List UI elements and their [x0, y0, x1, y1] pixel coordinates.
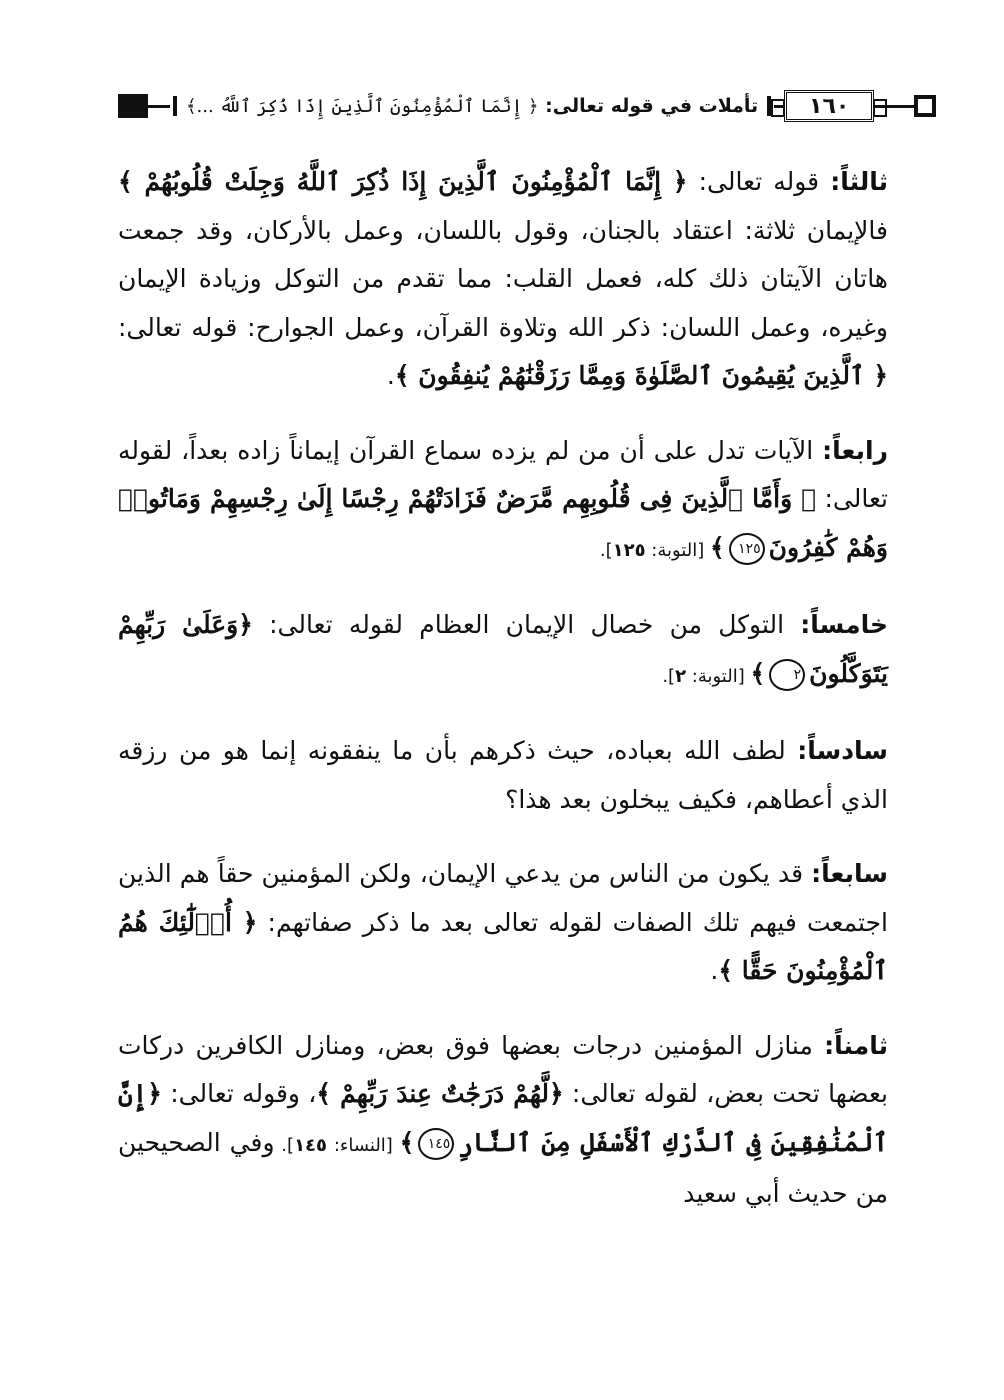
- verse-reference-number: ٢: [675, 665, 687, 687]
- paragraph-lead: خامساً:: [800, 610, 888, 639]
- ayah-number-icon: ٢: [769, 659, 805, 691]
- paragraph-sixth: [118, 727, 888, 824]
- paragraph-text: وفي الصحيحين من حديث أبي سعيد: [118, 1127, 888, 1208]
- verse-reference-close: ].: [662, 665, 676, 687]
- page-number: ١٦٠: [784, 90, 874, 122]
- header-rule: [148, 105, 170, 108]
- paragraph-third: [118, 158, 888, 401]
- verse-reference-number: ١٢٥: [612, 539, 646, 561]
- header-tick: [173, 96, 177, 116]
- paragraph-text: قد يكون من الناس من يدعي الإيمان، ولكن المؤمنين حقاً هم الذين اجتمعت فيهم تلك الصفات لقوله تعالى بعد ما ذكر صفاتهم:: [118, 859, 888, 937]
- quran-verse: ﴿ ٱلَّذِينَ يُقِيمُونَ ٱلصَّلَوٰةَ وَمِمَّا رَزَقْنَٰهُمْ يُنفِقُونَ ﴾: [394, 361, 888, 390]
- paragraph-seventh: [118, 850, 888, 996]
- verse-reference: [النساء:: [327, 1134, 400, 1156]
- quran-bracket: ﴾: [750, 658, 766, 688]
- running-title-verse: ﴿ إِنَّمَا ٱلْمُؤْمِنُونَ ٱلَّذِينَ إِذَا ذُكِرَ ٱللَّهُ ...﴾: [186, 96, 539, 117]
- verse-reference-number: ١٤٥: [294, 1134, 328, 1156]
- paragraph-text: .: [710, 956, 719, 985]
- paragraph-lead: ثامناً:: [824, 1030, 888, 1060]
- quran-verse: ﴿ وَأَمَّا ٱلَّذِينَ فِى قُلُوبِهِم مَّرَضٌ فَزَادَتْهُمْ رِجْسًا إِلَىٰ رِجْسِهِمْ وَمَاتُوا۟ وَهُمْ كَٰفِرُونَ: [118, 484, 888, 562]
- ayah-number-icon: ١٢٥: [729, 533, 765, 565]
- header-ornament-left-block: [118, 94, 148, 118]
- paragraph-text: فالإيمان ثلاثة: اعتقاد بالجنان، وقول باللسان، وعمل بالأركان، وقد جمعت هاتان الآيتان ذلك كله، فعمل القلب: مما تقدم من التوكل وزيادة الإيمان وغيره، وعمل اللسان: ذكر الله وتلاوة القرآن، وعمل الجوارح: قوله تعالى:: [118, 215, 888, 342]
- paragraph-fifth: [118, 601, 888, 701]
- paragraph-text: منازل المؤمنين درجات بعضها فوق بعض، ومنازل الكافرين دركات بعضها تحت بعض، لقوله تعالى:: [118, 1030, 888, 1108]
- quran-verse: ﴿إِنَّ ٱلْمُنَٰفِقِينَ فِى ٱلدَّرْكِ ٱلْأَسْفَلِ مِنَ ٱلنَّارِ: [118, 1079, 888, 1157]
- verse-reference-close: ].: [274, 1134, 295, 1156]
- paragraph-text: التوكل من خصال الإيمان العظام لقوله تعالى:: [252, 610, 801, 639]
- running-header: [118, 86, 888, 126]
- paragraph-text: .: [386, 361, 395, 390]
- paragraph-lead: سابعاً:: [811, 859, 888, 888]
- quran-verse: ﴿وَعَلَىٰ رَبِّهِمْ يَتَوَكَّلُونَ: [118, 610, 888, 688]
- quran-verse: ﴿لَّهُمْ دَرَجَٰتٌ عِندَ رَبِّهِمْ ﴾: [316, 1079, 564, 1108]
- paragraph-fourth: [118, 427, 888, 576]
- paragraph-eighth: [118, 1022, 888, 1219]
- verse-reference: [التوبة:: [645, 539, 710, 561]
- header-ornament-right-square: [914, 95, 936, 117]
- ayah-number-icon: ١٤٥: [418, 1128, 454, 1160]
- paragraph-lead: ثالثاً:: [830, 167, 888, 196]
- paragraph-text: لطف الله بعباده، حيث ذكرهم بأن ما ينفقونه إنما هو من رزقه الذي أعطاهم، فكيف يبخلون بعد هذا؟: [118, 736, 888, 814]
- paragraph-text: الآيات تدل على أن من لم يزده سماع القرآن إيماناً زاده بعداً، لقوله تعالى:: [118, 435, 888, 513]
- verse-reference: [التوبة:: [686, 665, 751, 687]
- paragraph-lead: رابعاً:: [822, 435, 888, 465]
- running-title-bold: تأملات في قوله تعالى:: [545, 95, 759, 117]
- quran-verse: ﴿ أُو۟لَٰٓئِكَ هُمُ ٱلْمُؤْمِنُونَ حَقًّا ﴾: [118, 907, 888, 985]
- verse-reference-close: ].: [599, 539, 613, 561]
- paragraph-text: ، وقوله تعالى:: [161, 1079, 317, 1108]
- quran-verse: ﴿ إِنَّمَا ٱلْمُؤْمِنُونَ ٱلَّذِينَ إِذَا ذُكِرَ ٱللَّهُ وَجِلَتْ قُلُوبُهُمْ ﴾: [118, 167, 688, 196]
- paragraph-text: قوله تعالى:: [687, 167, 831, 196]
- running-title: [180, 95, 764, 117]
- paragraph-lead: سادساً:: [797, 736, 888, 765]
- quran-bracket: ﴾: [709, 532, 725, 562]
- quran-bracket: ﴾: [399, 1127, 415, 1157]
- page-body: [118, 158, 888, 1219]
